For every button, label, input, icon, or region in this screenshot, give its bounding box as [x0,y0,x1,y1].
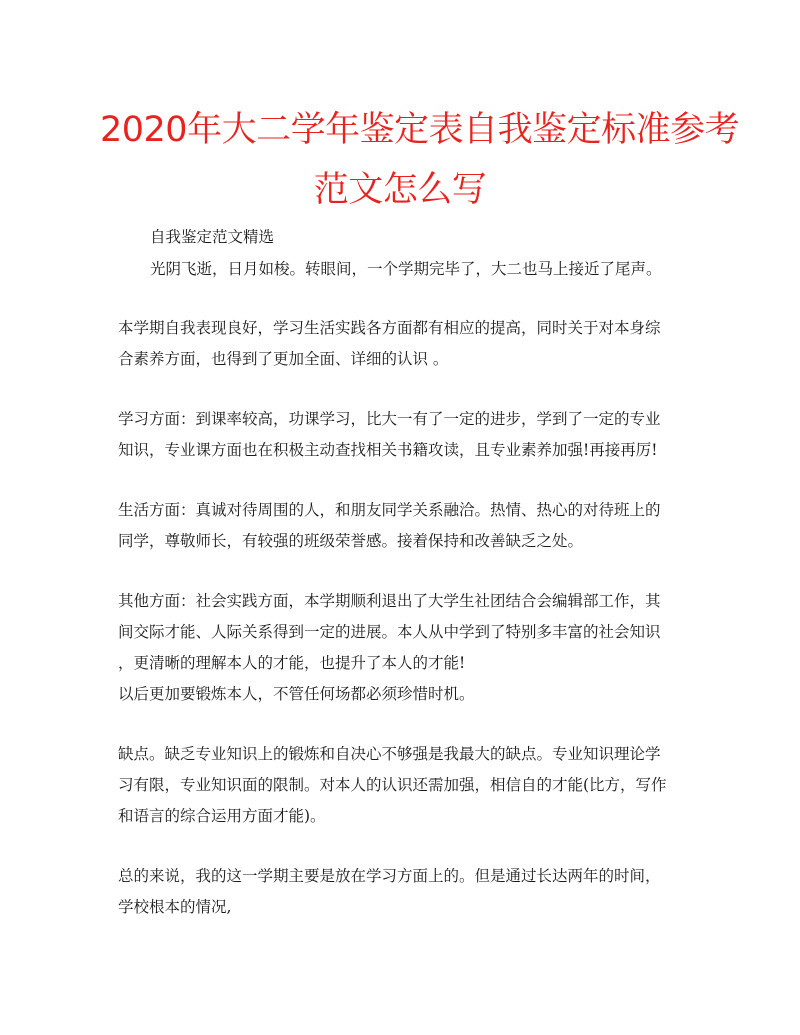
paragraph-5-line: 和语言的综合运用方面才能)。 [118,807,326,825]
paragraph-5-line: 习有限，专业知识面的限制。对本人的认识还需加强，相信自的才能(比方，写作 [118,776,667,794]
paragraph-4-line: ，更清晰的理解本人的才能，也提升了本人的才能! [118,654,466,672]
paragraph-4-line: 以后更加要锻炼本人，不管任何场都必须珍惜时机。 [118,685,475,703]
paragraph-3-line: 生活方面：真诚对待周围的人，和朋友同学关系融洽。热情、热心的对待班上的 [118,501,661,519]
paragraph-4-line: 其他方面：社会实践方面，本学期顺利退出了大学生社团结合会编辑部工作，其 [118,592,661,610]
paragraph-2-line: 学习方面：到课率较高，功课学习，比大一有了一定的进步，学到了一定的专业 [118,410,661,428]
document-title-line-1: 2020年大二学年鉴定表自我鉴定标准参考 [100,110,740,150]
paragraph-2-line: 知识，专业课方面也在积极主动查找相关书籍攻读，且专业素养加强!再接再厉! [118,441,658,459]
intro-paragraph: 光阴飞逝，日月如梭。转眼间，一个学期完毕了，大二也马上接近了尾声。 [150,260,662,278]
paragraph-1-line: 本学期自我表现良好，学习生活实践各方面都有相应的提高，同时关于对本身综 [118,319,661,337]
paragraph-6-line: 学校根本的情况, [118,898,232,916]
paragraph-6-line: 总的来说，我的这一学期主要是放在学习方面上的。但是通过长达两年的时间， [118,867,661,885]
paragraph-1-line: 合素养方面，也得到了更加全面、详细的认识 。 [118,350,449,368]
paragraph-3-line: 同学，尊敬师长，有较强的班级荣誉感。接着保持和改善缺乏之处。 [118,532,584,550]
document-subtitle: 自我鉴定范文精选 [150,228,275,246]
document-title-line-2: 范文怎么写 [313,170,487,210]
paragraph-4-line: 间交际才能、人际关系得到一定的进展。本人从中学到了特别多丰富的社会知识 [118,623,661,641]
paragraph-5-line: 缺点。缺乏专业知识上的锻炼和自决心不够强是我最大的缺点。专业知识理论学 [118,745,661,763]
